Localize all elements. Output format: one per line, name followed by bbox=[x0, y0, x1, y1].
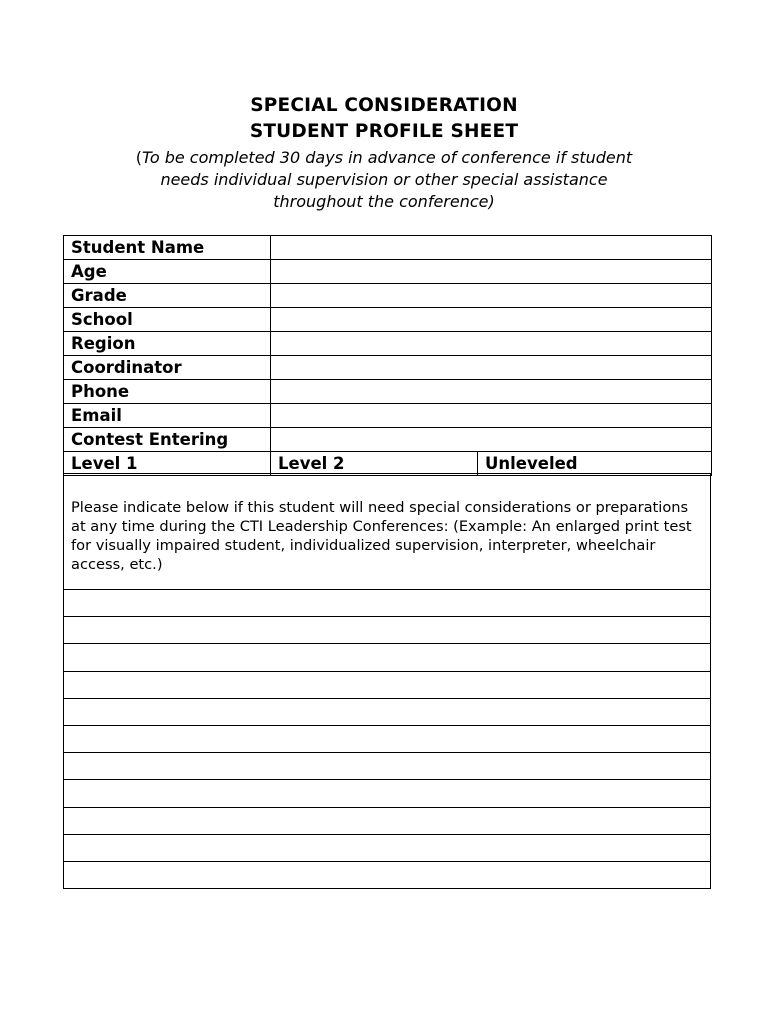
field-label: Contest Entering bbox=[64, 428, 271, 452]
field-label: Phone bbox=[64, 380, 271, 404]
field-label: Region bbox=[64, 332, 271, 356]
notes-line-field[interactable] bbox=[64, 644, 711, 671]
notes-line-4 bbox=[64, 671, 711, 698]
row-student-name bbox=[64, 236, 712, 260]
notes-line-field[interactable] bbox=[64, 780, 711, 807]
row-levels bbox=[64, 452, 712, 476]
level-2-option[interactable]: Level 2 bbox=[271, 452, 478, 476]
special-considerations-table bbox=[63, 473, 711, 889]
field-label: Coordinator bbox=[64, 356, 271, 380]
notes-line-field[interactable] bbox=[64, 861, 711, 888]
row-email bbox=[64, 404, 712, 428]
row-grade bbox=[64, 284, 712, 308]
notes-line-field[interactable] bbox=[64, 807, 711, 834]
age-field[interactable] bbox=[271, 260, 712, 284]
notes-line-6 bbox=[64, 725, 711, 752]
student-profile-table bbox=[63, 235, 712, 476]
field-label: Age bbox=[64, 260, 271, 284]
notes-line-8 bbox=[64, 780, 711, 807]
school-field[interactable] bbox=[271, 308, 712, 332]
subtitle-open-paren: ( bbox=[135, 148, 143, 167]
row-coordinator bbox=[64, 356, 712, 380]
field-label: Email bbox=[64, 404, 271, 428]
row-contest-entering bbox=[64, 428, 712, 452]
row-age bbox=[64, 260, 712, 284]
contest-entering-field[interactable] bbox=[271, 428, 712, 452]
notes-line-field[interactable] bbox=[64, 753, 711, 780]
email-field[interactable] bbox=[271, 404, 712, 428]
student-name-field[interactable] bbox=[271, 236, 712, 260]
field-label: Grade bbox=[64, 284, 271, 308]
form-header bbox=[0, 93, 768, 213]
instructions-text: Please indicate below if this student will need special considerations or preparations at any time during the CTI Leadership Conferences: (Example: An enlarged print test for visually impaired student, individualized supervision, interpreter, wheelchair access, etc.) bbox=[64, 474, 711, 590]
notes-line-9 bbox=[64, 807, 711, 834]
notes-line-3 bbox=[64, 644, 711, 671]
phone-field[interactable] bbox=[271, 380, 712, 404]
notes-line-field[interactable] bbox=[64, 617, 711, 644]
field-label: School bbox=[64, 308, 271, 332]
notes-line-field[interactable] bbox=[64, 590, 711, 617]
title-line-2: STUDENT PROFILE SHEET bbox=[249, 121, 519, 142]
unleveled-option[interactable]: Unleveled bbox=[478, 452, 712, 476]
subtitle-line-3: throughout the conference bbox=[273, 192, 489, 211]
notes-line-7 bbox=[64, 753, 711, 780]
subtitle-close-paren: ) bbox=[488, 192, 495, 211]
title-line-1: SPECIAL CONSIDERATION bbox=[250, 95, 518, 116]
notes-line-11 bbox=[64, 861, 711, 888]
level-1-option[interactable]: Level 1 bbox=[64, 452, 271, 476]
notes-line-field[interactable] bbox=[64, 725, 711, 752]
instructions-row bbox=[64, 474, 711, 590]
subtitle-line-2: needs individual supervision or other special assistance bbox=[160, 170, 608, 189]
subtitle-line-1: To be completed 30 days in advance of conference if student bbox=[142, 148, 633, 167]
notes-line-field[interactable] bbox=[64, 698, 711, 725]
notes-line-2 bbox=[64, 617, 711, 644]
notes-line-field[interactable] bbox=[64, 834, 711, 861]
coordinator-field[interactable] bbox=[271, 356, 712, 380]
field-label: Student Name bbox=[64, 236, 271, 260]
notes-line-5 bbox=[64, 698, 711, 725]
subtitle bbox=[0, 147, 768, 213]
notes-line-10 bbox=[64, 834, 711, 861]
notes-line-1 bbox=[64, 590, 711, 617]
notes-line-field[interactable] bbox=[64, 671, 711, 698]
row-phone bbox=[64, 380, 712, 404]
grade-field[interactable] bbox=[271, 284, 712, 308]
region-field[interactable] bbox=[271, 332, 712, 356]
row-region bbox=[64, 332, 712, 356]
row-school bbox=[64, 308, 712, 332]
